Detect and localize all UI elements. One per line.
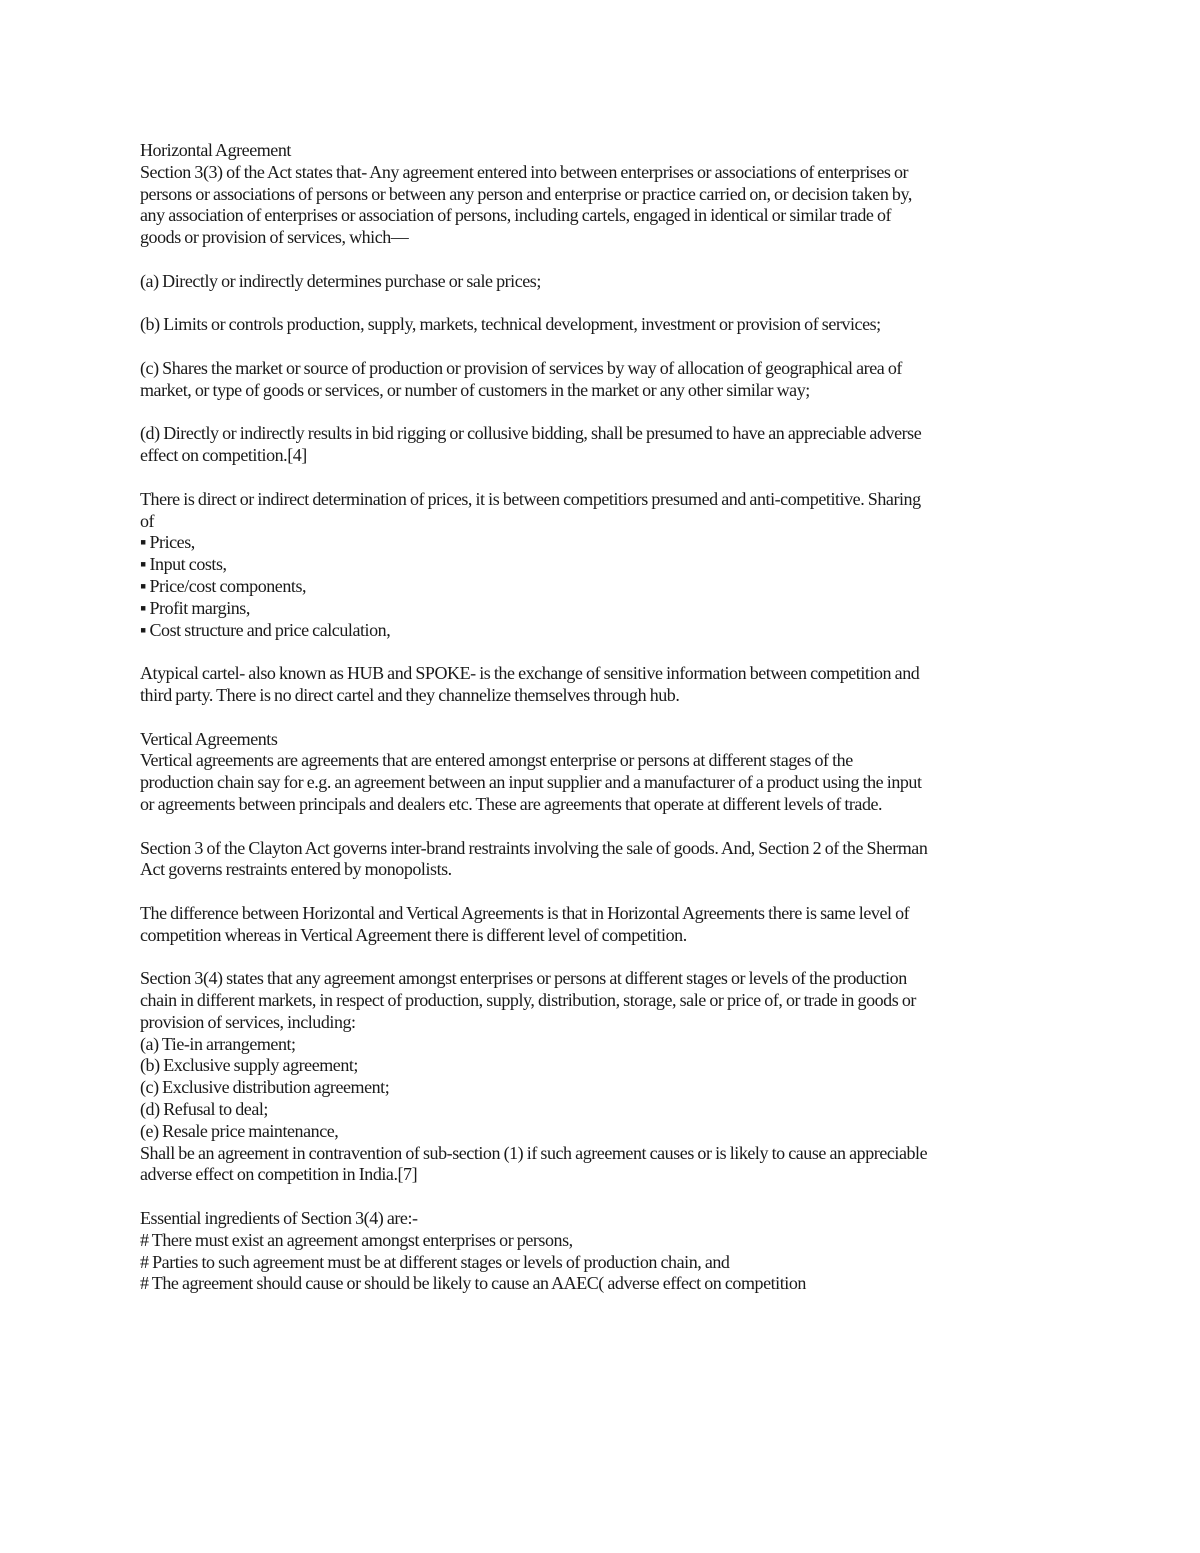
horizontal-agreement-heading: Horizontal Agreement bbox=[140, 140, 291, 160]
section-3-3-paragraph bbox=[140, 162, 1065, 249]
document-body bbox=[140, 140, 1065, 1295]
sharing-paragraph bbox=[140, 489, 1065, 533]
vertical-agreements-heading: Vertical Agreements bbox=[140, 728, 278, 749]
paragraph-line: market, or type of goods or services, or number of customers in the market or any other similar way; bbox=[140, 379, 810, 400]
list-item: # The agreement should cause or should be likely to cause an AAEC( adverse effect on competition bbox=[140, 1273, 806, 1294]
paragraph-line: Shall be an agreement in contravention of sub-section (1) if such agreement causes or is likely to cause an appreciable bbox=[140, 1142, 928, 1163]
paragraph-line: Section 3(3) of the Act states that- Any agreement entered into between enterprises or associations of enterprises or bbox=[140, 161, 909, 182]
section-3-4-paragraph bbox=[140, 968, 1065, 1186]
vertical-definition-paragraph bbox=[140, 750, 1065, 815]
list-item: (a) Tie-in arrangement; bbox=[140, 1033, 296, 1054]
bullet-item: ▪ Cost structure and price calculation, bbox=[140, 619, 391, 640]
atypical-cartel-paragraph bbox=[140, 663, 1065, 707]
list-item: # There must exist an agreement amongst enterprises or persons, bbox=[140, 1229, 573, 1250]
paragraph-line: goods or provision of services, which— bbox=[140, 227, 409, 248]
clause-b: (b) Limits or controls production, supply, markets, technical development, investment or provision of services; bbox=[140, 314, 881, 335]
bullet-item: ▪ Input costs, bbox=[140, 554, 227, 575]
paragraph-line: Section 3 of the Clayton Act governs inter-brand restraints involving the sale of goods. And, Section 2 of the Sherman bbox=[140, 837, 928, 858]
essential-ingredients-list bbox=[140, 1208, 1065, 1295]
bullet-item: ▪ Price/cost components, bbox=[140, 575, 307, 596]
paragraph-line: of bbox=[140, 510, 155, 531]
paragraph-line: Section 3(4) states that any agreement amongst enterprises or persons at different stages or levels of the production bbox=[140, 968, 907, 989]
paragraph-line: (d) Directly or indirectly results in bid rigging or collusive bidding, shall be presumed to have an appreciable adverse bbox=[140, 423, 922, 444]
paragraph-line: Essential ingredients of Section 3(4) are:- bbox=[140, 1208, 418, 1229]
clause-c bbox=[140, 358, 1065, 402]
paragraph-line: or agreements between principals and dealers etc. These are agreements that operate at different levels of trade. bbox=[140, 793, 883, 814]
paragraph-line: production chain say for e.g. an agreement between an input supplier and a manufacturer of a product using the input bbox=[140, 772, 922, 793]
paragraph-line: Act governs restraints entered by monopolists. bbox=[140, 859, 452, 880]
paragraph-line: The difference between Horizontal and Vertical Agreements is that in Horizontal Agreements there is same level of bbox=[140, 902, 910, 923]
paragraph-line: Atypical cartel- also known as HUB and SPOKE- is the exchange of sensitive information between competition and bbox=[140, 663, 920, 684]
list-item: # Parties to such agreement must be at different stages or levels of production chain, and bbox=[140, 1251, 730, 1272]
paragraph-line: There is direct or indirect determination of prices, it is between competitiors presumed and anti-competitive. Sharing bbox=[140, 488, 921, 509]
sharing-bullet-list bbox=[140, 532, 1065, 641]
bullet-item: ▪ Prices, bbox=[140, 532, 195, 553]
paragraph-line: Vertical agreements are agreements that are entered amongst enterprise or persons at different stages of the bbox=[140, 750, 853, 771]
paragraph-line: provision of services, including: bbox=[140, 1011, 356, 1032]
list-item: (b) Exclusive supply agreement; bbox=[140, 1055, 358, 1076]
list-item: (e) Resale price maintenance, bbox=[140, 1120, 339, 1141]
list-item: (c) Exclusive distribution agreement; bbox=[140, 1077, 390, 1098]
difference-paragraph bbox=[140, 903, 1065, 947]
list-item: (d) Refusal to deal; bbox=[140, 1099, 268, 1120]
bullet-item: ▪ Profit margins, bbox=[140, 597, 250, 618]
paragraph-line: third party. There is no direct cartel and they channelize themselves through hub. bbox=[140, 684, 680, 705]
paragraph-line: chain in different markets, in respect of production, supply, distribution, storage, sale or price of, or trade in goods or bbox=[140, 990, 916, 1011]
clause-a: (a) Directly or indirectly determines purchase or sale prices; bbox=[140, 270, 541, 291]
clause-d bbox=[140, 423, 1065, 467]
paragraph-line: competition whereas in Vertical Agreement there is different level of competition. bbox=[140, 924, 687, 945]
paragraph-line: persons or associations of persons or between any person and enterprise or practice carried on, or decision taken by, bbox=[140, 183, 912, 204]
paragraph-line: any association of enterprises or association of persons, including cartels, engaged in identical or similar trade of bbox=[140, 205, 892, 226]
clayton-act-paragraph bbox=[140, 838, 1065, 882]
paragraph-line: effect on competition.[4] bbox=[140, 445, 307, 466]
paragraph-line: adverse effect on competition in India.[7] bbox=[140, 1164, 418, 1185]
paragraph-line: (c) Shares the market or source of production or provision of services by way of allocation of geographical area of bbox=[140, 357, 902, 378]
